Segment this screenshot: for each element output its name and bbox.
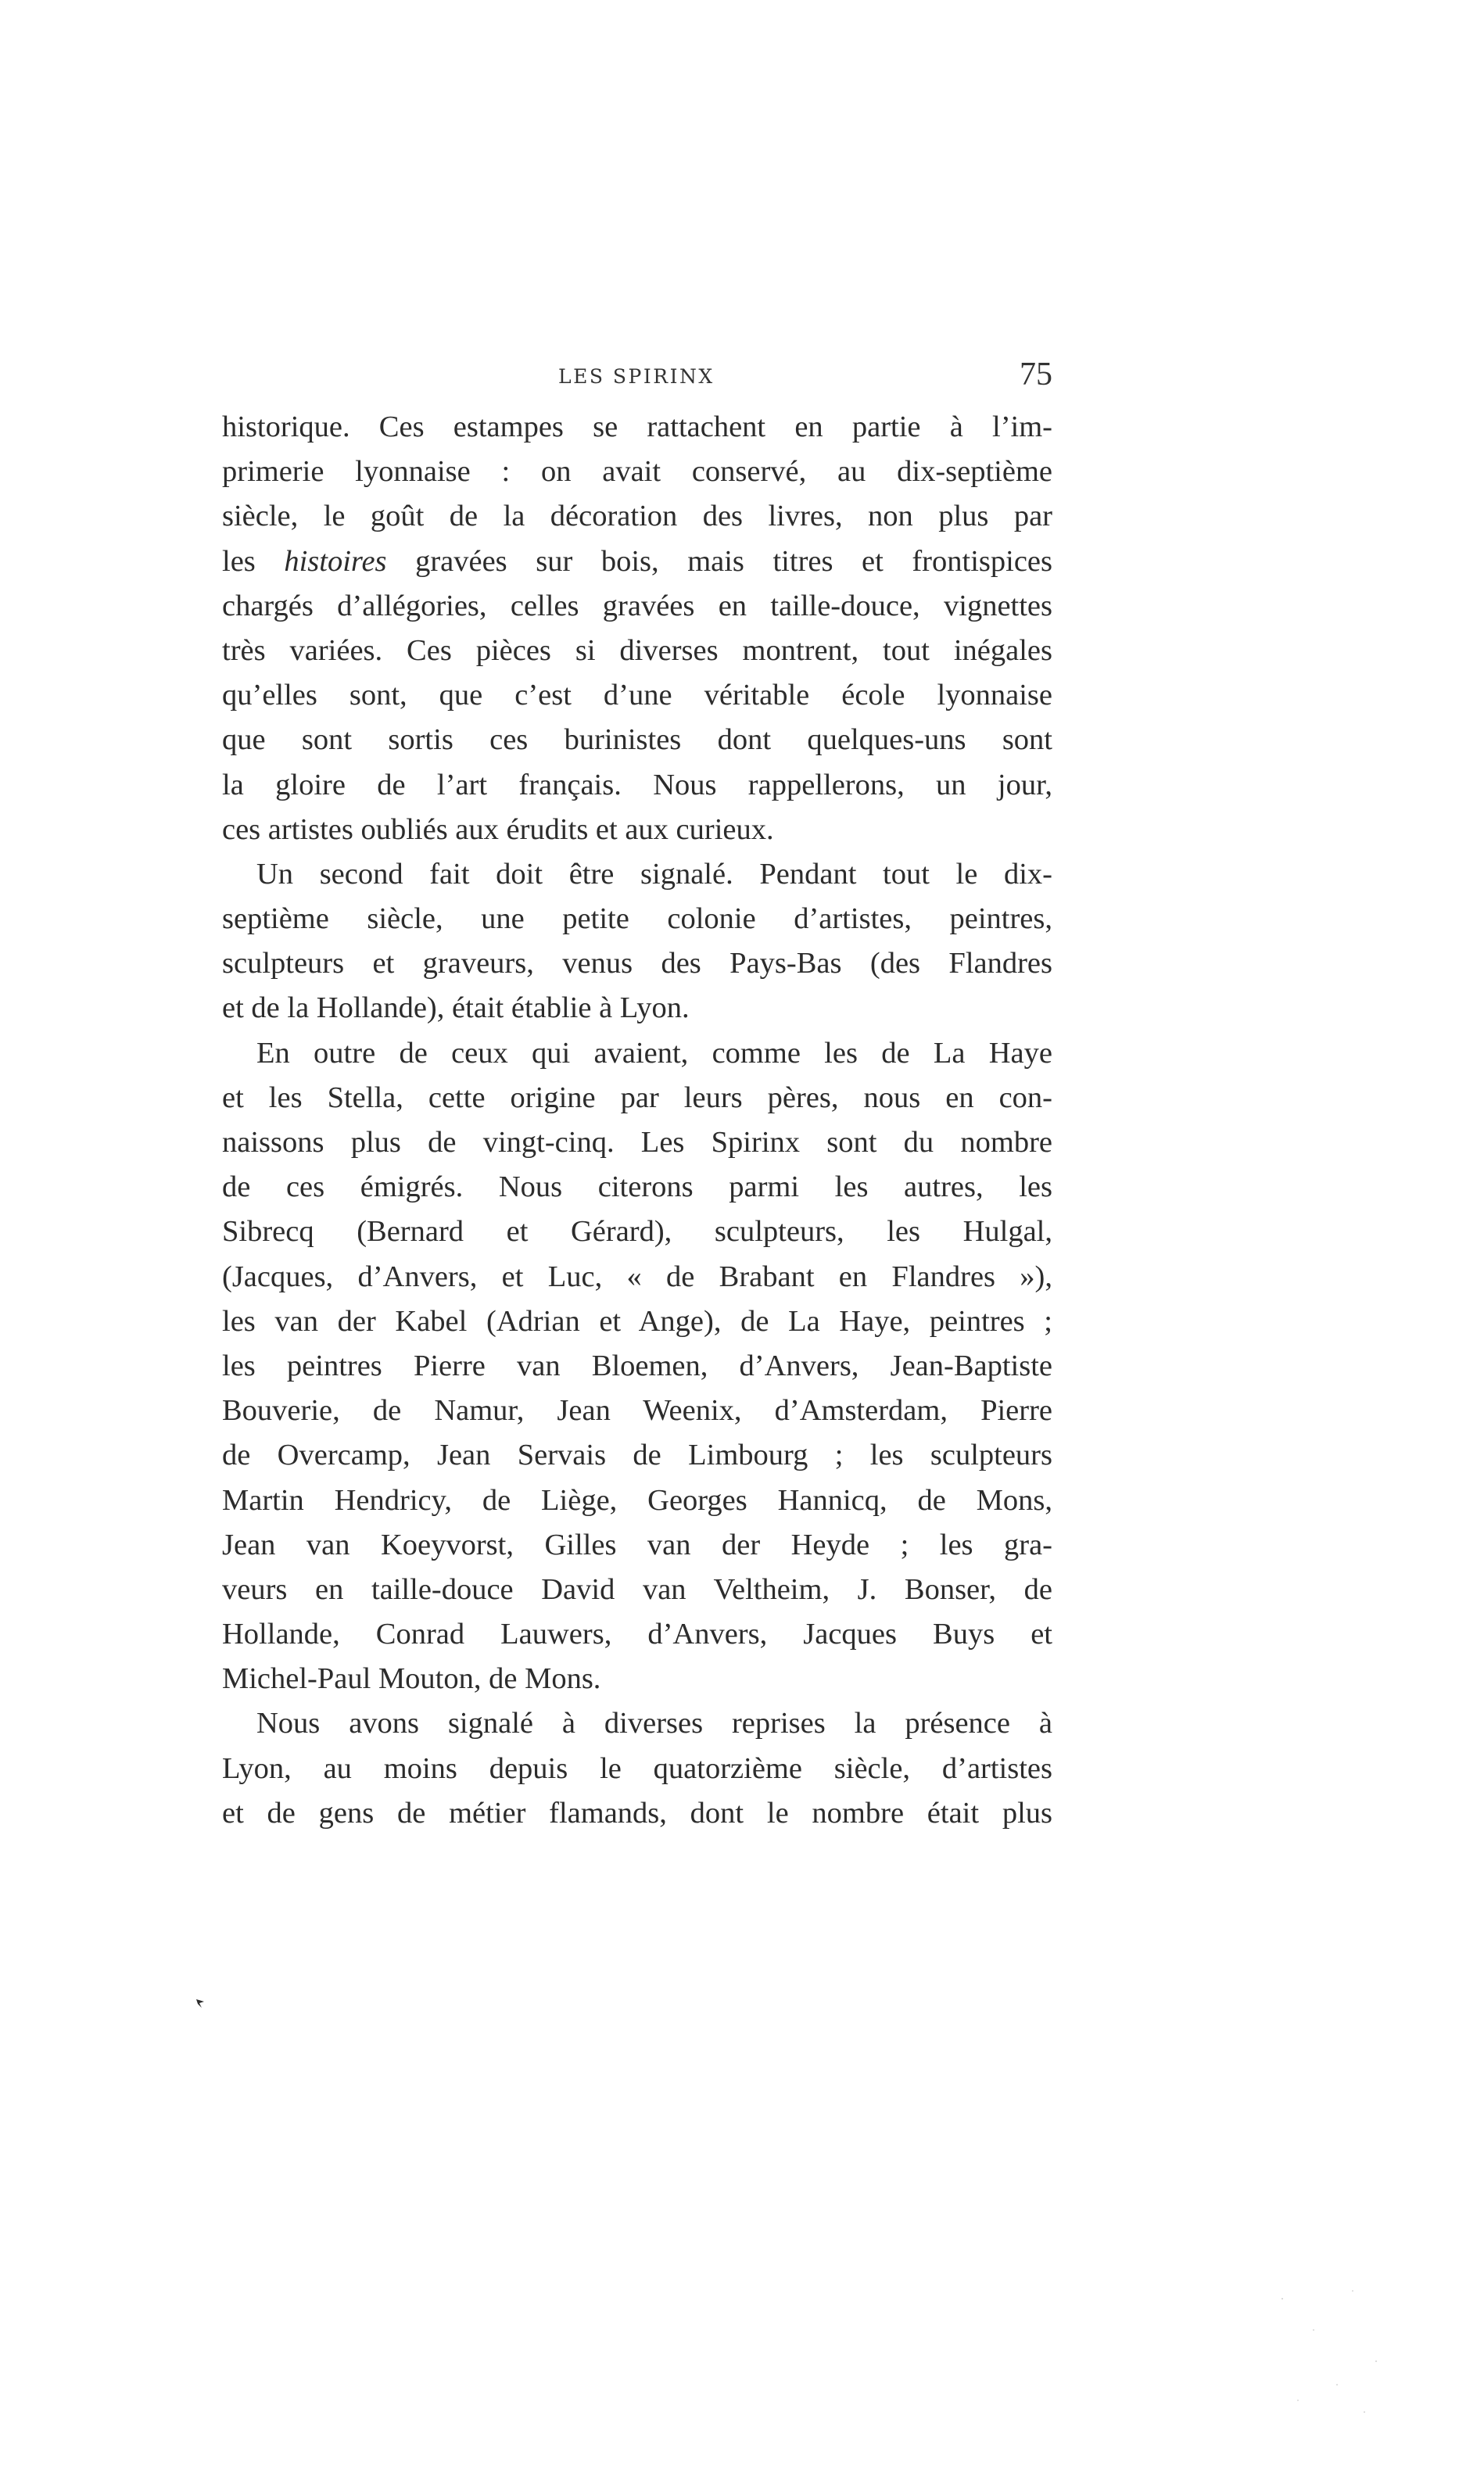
text-line: et de la Hollande), était établie à Lyon.	[222, 991, 690, 1025]
text-line: de Overcamp, Jean Servais de Limbourg ; les sculpteurs	[222, 1439, 1052, 1472]
text-line: qu’elles sont, que c’est d’une véritable école lyonnaise	[222, 679, 1052, 712]
text-fragment: gravées sur bois, mais titres et frontispices	[386, 544, 1052, 578]
text-line: les van der Kabel (Adrian et Ange), de La Haye, peintres ;	[222, 1304, 1052, 1338]
text-line: et de gens de métier flamands, dont le nombre était plus	[222, 1796, 1052, 1830]
text-line: veurs en taille-douce David van Veltheim, J. Bonser, de	[222, 1572, 1052, 1606]
page-number: 75	[1020, 357, 1052, 392]
page-header	[222, 357, 1052, 408]
paper-speckle-decoration	[1267, 2267, 1392, 2424]
paragraph-1	[222, 405, 1052, 852]
text-line: que sont sortis ces burinistes dont quelques-uns sont	[222, 723, 1052, 757]
printer-mark-icon	[194, 1997, 206, 2009]
text-line: et les Stella, cette origine par leurs pères, nous en con-	[222, 1081, 1052, 1114]
text-line: chargés d’allégories, celles gravées en taille-douce, vignettes	[222, 589, 1052, 622]
text-line: Sibrecq (Bernard et Gérard), sculpteurs, les Hulgal,	[222, 1215, 1052, 1249]
text-line: naissons plus de vingt-cinq. Les Spirinx sont du nombre	[222, 1126, 1052, 1159]
text-line: Jean van Koeyvorst, Gilles van der Heyde ; les gra-	[222, 1528, 1052, 1561]
text-line: Michel-Paul Mouton, de Mons.	[222, 1662, 601, 1696]
text-line: Lyon, au moins depuis le quatorzième siècle, d’artistes	[222, 1751, 1052, 1785]
text-line: En outre de ceux qui avaient, comme les de La Haye	[256, 1036, 1052, 1070]
text-line: Nous avons signalé à diverses reprises la présence à	[256, 1707, 1052, 1740]
paragraph-2	[222, 852, 1052, 1031]
text-line: Hollande, Conrad Lauwers, d’Anvers, Jacques Buys et	[222, 1618, 1052, 1651]
text-line: très variées. Ces pièces si diverses montrent, tout inégales	[222, 633, 1052, 667]
text-line	[222, 539, 1052, 584]
text-line: ces artistes oubliés aux érudits et aux curieux.	[222, 812, 774, 846]
text-line: Martin Hendricy, de Liège, Georges Hannicq, de Mons,	[222, 1483, 1052, 1517]
text-line: Un second fait doit être signalé. Pendant tout le dix-	[256, 857, 1052, 891]
text-line: historique. Ces estampes se rattachent en partie à l’im-	[222, 410, 1052, 443]
text-line: siècle, le goût de la décoration des livres, non plus par	[222, 500, 1052, 533]
text-fragment: les	[222, 544, 285, 578]
text-line: de ces émigrés. Nous citerons parmi les autres, les	[222, 1170, 1052, 1204]
italic-word: histoires	[284, 544, 387, 578]
text-line: septième siècle, une petite colonie d’artistes, peintres,	[222, 902, 1052, 936]
text-line: les peintres Pierre van Bloemen, d’Anvers, Jean-Baptiste	[222, 1349, 1052, 1382]
paragraph-3	[222, 1031, 1052, 1702]
text-line: (Jacques, d’Anvers, et Luc, « de Brabant en Flandres »),	[222, 1260, 1052, 1293]
text-line: primerie lyonnaise : on avait conservé, au dix-septième	[222, 455, 1052, 489]
text-line: sculpteurs et graveurs, venus des Pays-Bas (des Flandres	[222, 947, 1052, 980]
text-line: Bouverie, de Namur, Jean Weenix, d’Amsterdam, Pierre	[222, 1394, 1052, 1428]
text-line: la gloire de l’art français. Nous rappellerons, un jour,	[222, 768, 1052, 801]
running-title: LES SPIRINX	[558, 365, 715, 388]
paragraph-4	[222, 1701, 1052, 1836]
body-text	[222, 405, 1052, 1836]
